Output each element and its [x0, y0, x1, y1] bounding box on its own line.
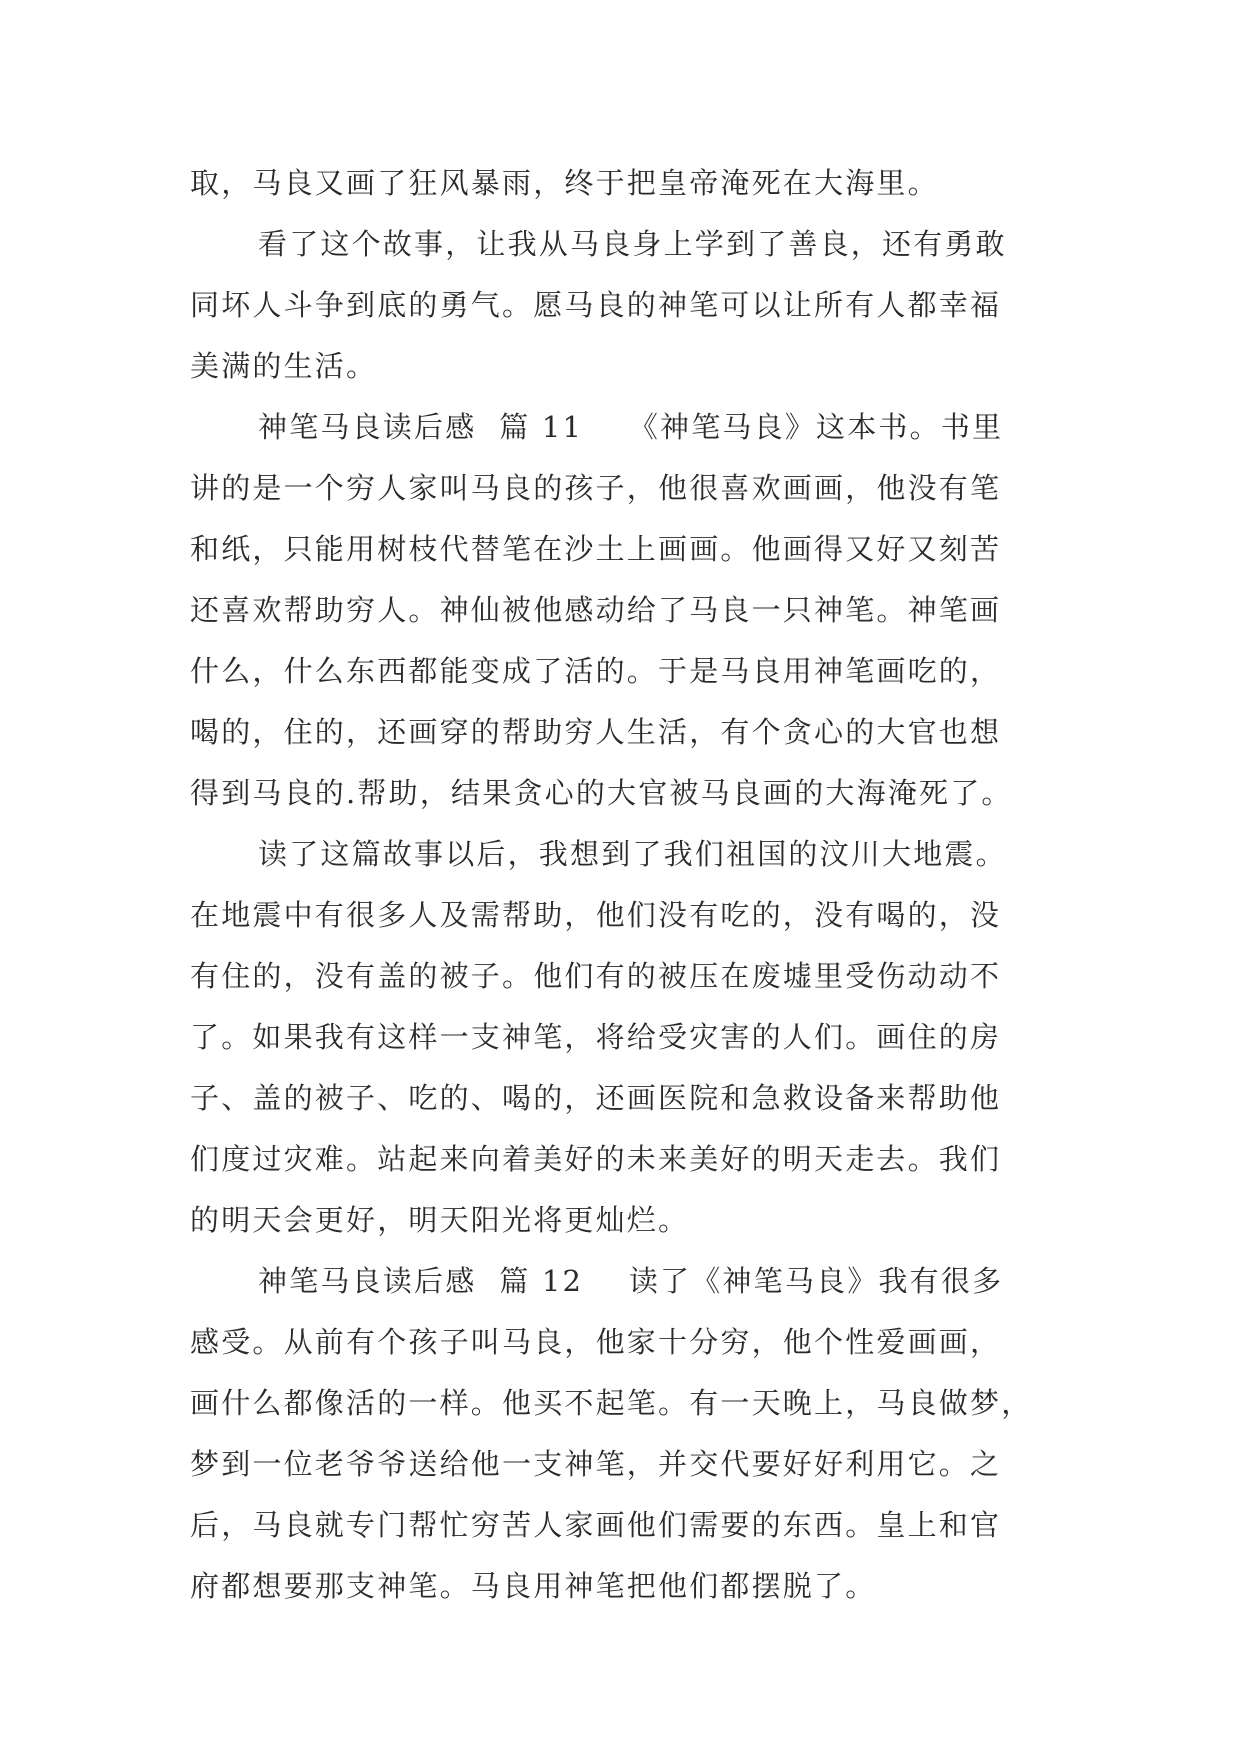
text-line: 们度过灾难。站起来向着美好的未来美好的明天走去。我们 — [190, 1142, 1002, 1176]
text-line: 梦到一位老爷爷送给他一支神笔，并交代要好好利用它。之 — [190, 1447, 1002, 1481]
text-line: 和纸，只能用树枝代替笔在沙土上画画。他画得又好又刻苦 — [190, 532, 1002, 566]
text-line: 了。如果我有这样一支神笔，将给受灾害的人们。画住的房 — [190, 1020, 1002, 1054]
section-heading-line: 神笔马良读后感 篇 12 读了《神笔马良》我有很多 — [258, 1264, 1004, 1298]
text-line: 在地震中有很多人及需帮助，他们没有吃的，没有喝的，没 — [190, 898, 1002, 932]
text-line: 讲的是一个穷人家叫马良的孩子，他很喜欢画画，他没有笔 — [190, 471, 1002, 505]
text-line: 还喜欢帮助穷人。神仙被他感动给了马良一只神笔。神笔画 — [190, 593, 1002, 627]
text-line: 看了这个故事，让我从马良身上学到了善良，还有勇敢 — [258, 227, 1007, 261]
section-heading-line: 神笔马良读后感 篇 11 《神笔马良》这本书。书里 — [258, 410, 1004, 444]
text-line: 喝的，住的，还画穿的帮助穷人生活，有个贪心的大官也想 — [190, 715, 1002, 749]
text-line: 感受。从前有个孩子叫马良，他家十分穷，他个性爱画画， — [190, 1325, 1002, 1359]
text-line: 取，马良又画了狂风暴雨，终于把皇帝淹死在大海里。 — [190, 166, 939, 200]
text-line: 府都想要那支神笔。马良用神笔把他们都摆脱了。 — [190, 1569, 877, 1603]
text-line: 得到马良的.帮助，结果贪心的大官被马良画的大海淹死了。 — [190, 776, 1013, 810]
text-line: 后，马良就专门帮忙穷苦人家画他们需要的东西。皇上和官 — [190, 1508, 1002, 1542]
text-line: 有住的，没有盖的被子。他们有的被压在废墟里受伤动动不 — [190, 959, 1002, 993]
text-line: 美满的生活。 — [190, 349, 378, 383]
text-line: 画什么都像活的一样。他买不起笔。有一天晚上，马良做梦， — [190, 1386, 1033, 1420]
document-body — [190, 153, 1056, 1617]
text-line: 的明天会更好，明天阳光将更灿烂。 — [190, 1203, 690, 1237]
text-line: 同坏人斗争到底的勇气。愿马良的神笔可以让所有人都幸福 — [190, 288, 1002, 322]
text-line: 读了这篇故事以后，我想到了我们祖国的汶川大地震。 — [258, 837, 1007, 871]
text-line: 子、盖的被子、吃的、喝的，还画医院和急救设备来帮助他 — [190, 1081, 1002, 1115]
text-line: 什么，什么东西都能变成了活的。于是马良用神笔画吃的， — [190, 654, 1002, 688]
